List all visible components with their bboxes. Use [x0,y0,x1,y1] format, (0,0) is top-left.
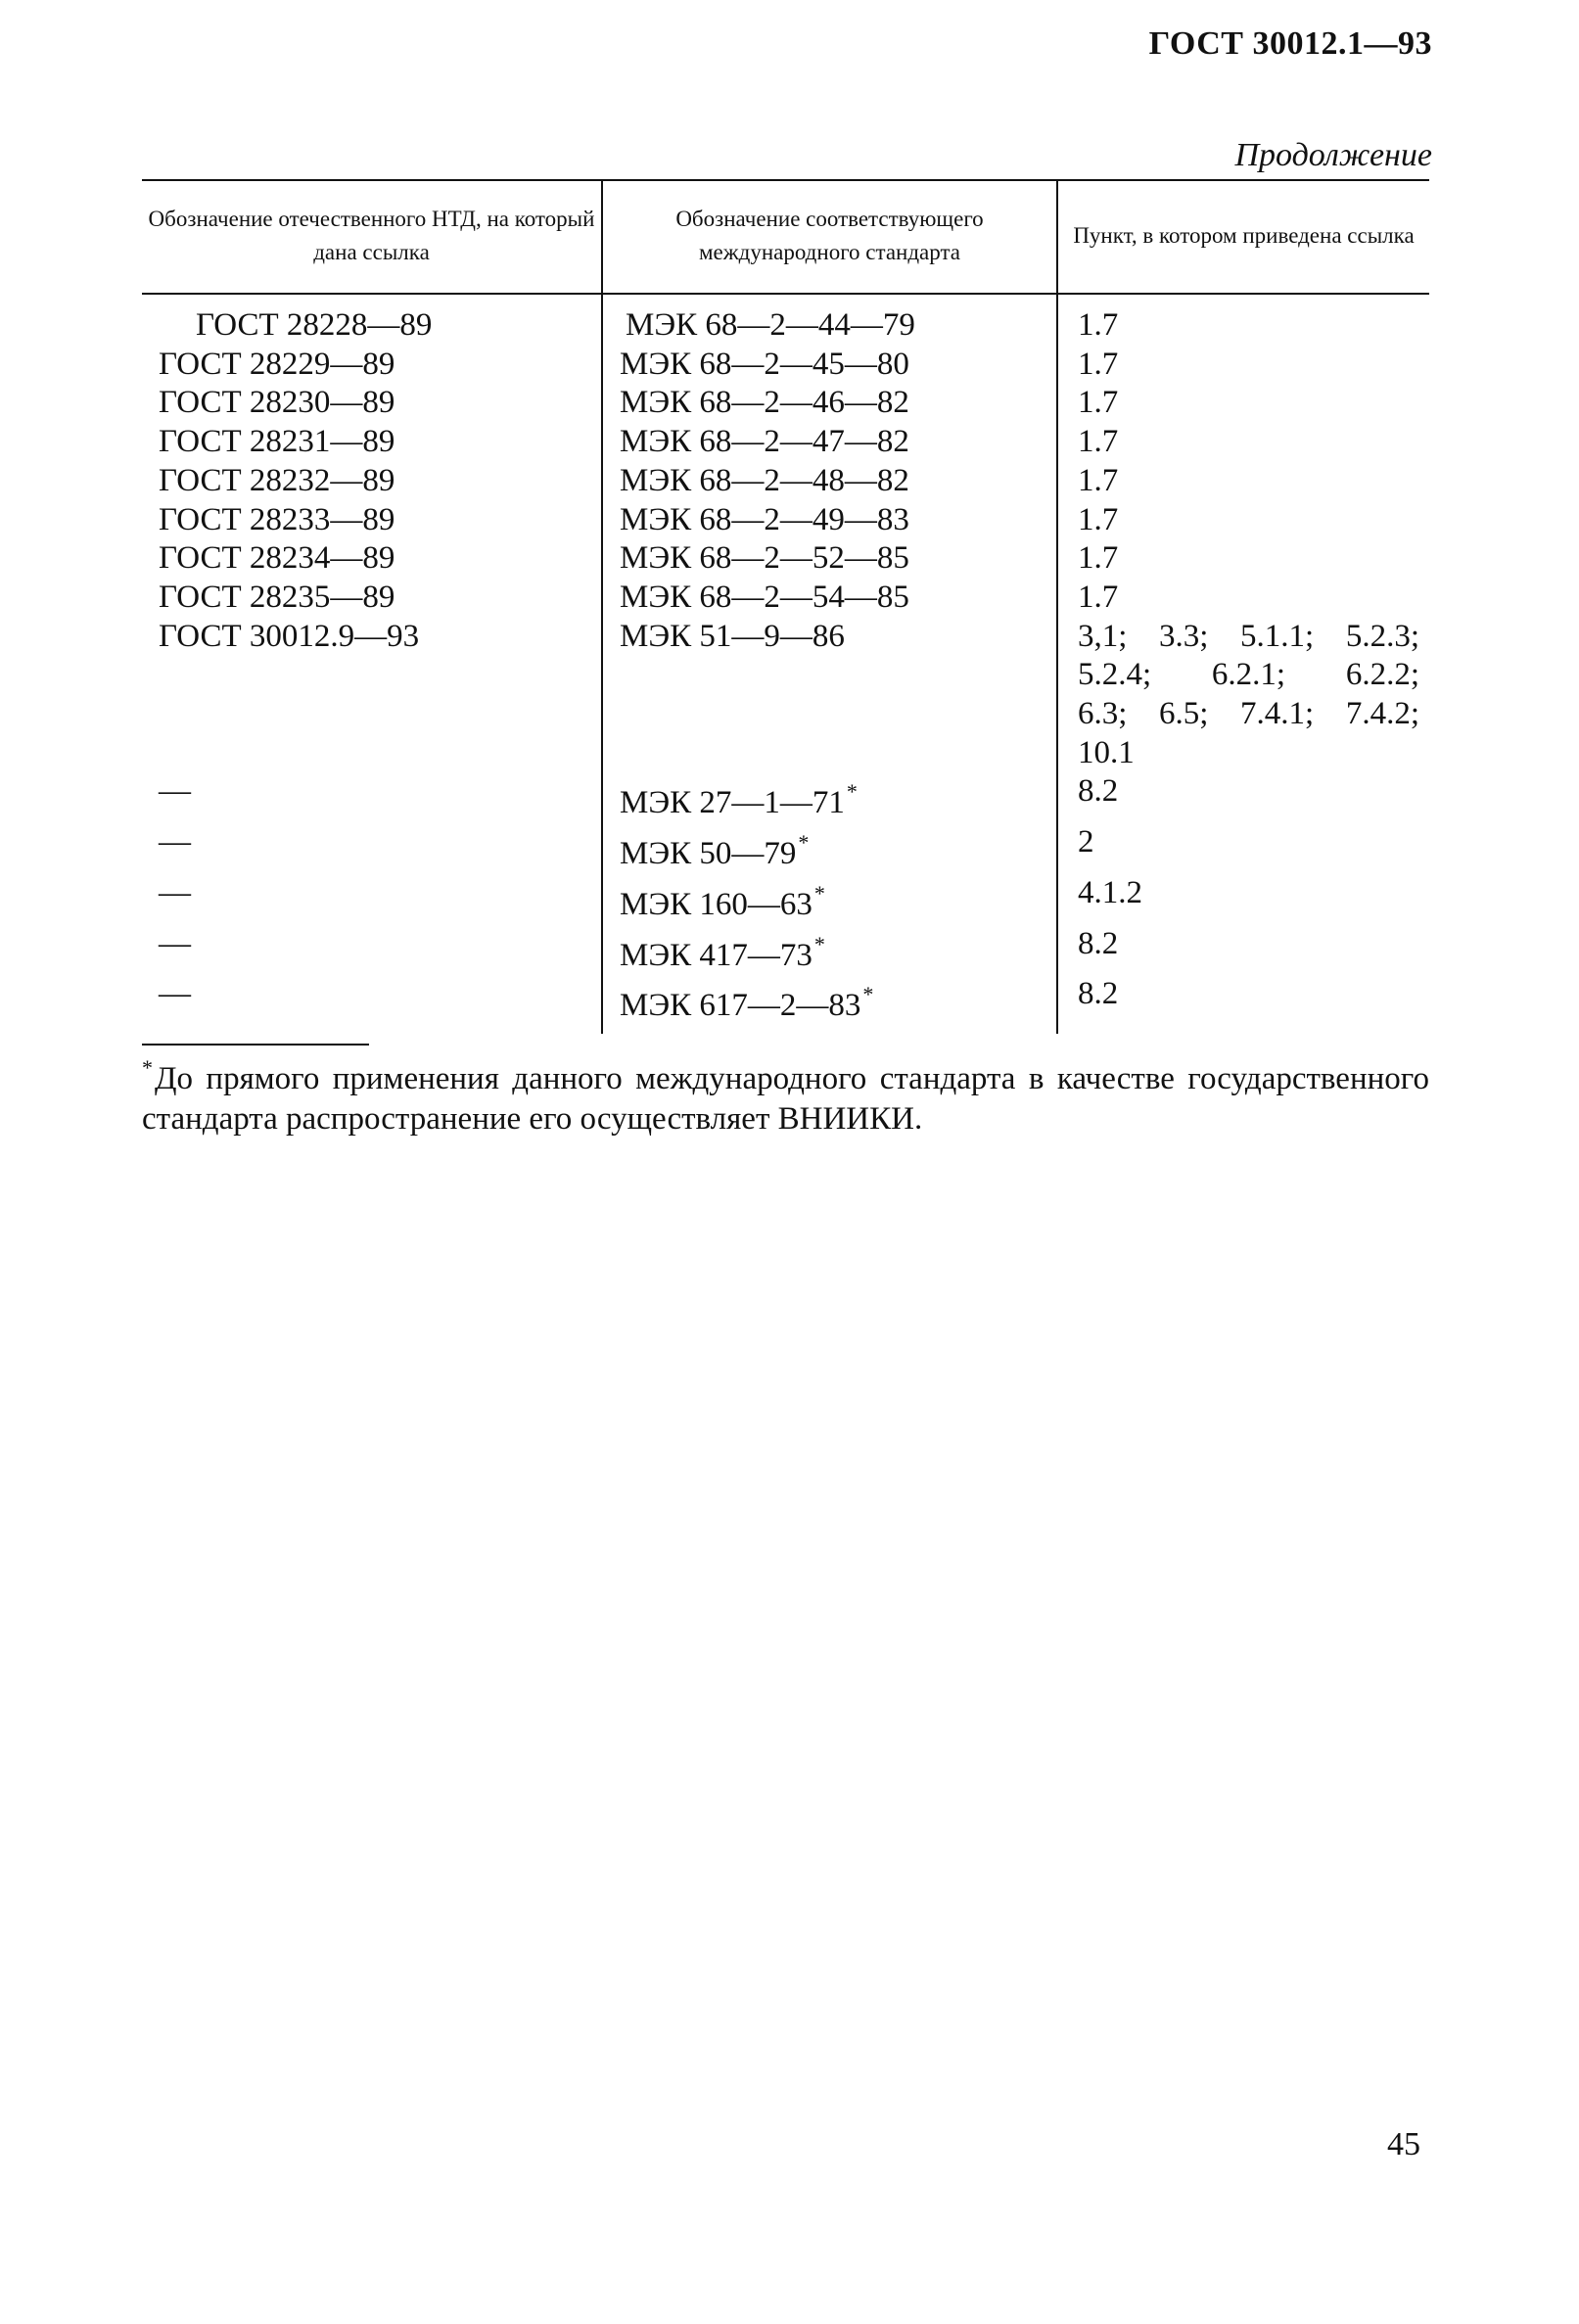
national-designation-cell: ГОСТ 28233—89 [159,501,395,537]
table-header-row [142,180,1429,294]
clause-line: 1.7 [1078,346,1119,382]
clause-cell [1057,975,1429,1034]
international-standard-cell [602,823,1057,874]
table-row [142,294,1429,346]
international-standard-text: МЭК 68—2—52—85 [620,540,909,577]
international-standard-text: МЭК 68—2—48—82 [620,462,909,498]
national-designation-cell: — [159,976,191,1012]
table-row [142,579,1429,618]
footnote-reference-mark: * [862,982,874,1007]
clause-line: 2 [1078,824,1094,860]
column-header-international: Обозначение соответствующего международного стандарта [602,180,1057,294]
table-row [142,462,1429,501]
international-standard-text: МЭК 50—79 [620,836,797,872]
international-standard-cell [602,346,1057,385]
clause-line: 1.7 [1078,501,1119,537]
clause-line: 8.2 [1078,773,1119,810]
clause-cell [1057,925,1429,976]
clause-cell [1057,294,1429,346]
footnote-reference-mark: * [813,880,825,906]
table-row [142,772,1429,823]
international-standard-cell [602,772,1057,823]
international-standard-text: МЭК 68—2—45—80 [620,346,909,382]
national-designation-cell: ГОСТ 28231—89 [159,424,395,460]
clause-line: 3,1; 3.3; 5.1.1; 5.2.3; [1078,618,1419,654]
international-standard-text: МЭК 51—9—86 [620,618,845,654]
international-standard-cell [602,501,1057,540]
column-header-clause: Пункт, в котором приведена ссылка [1057,180,1429,294]
international-standard-text: МЭК 68—2—54—85 [620,579,909,615]
table-row [142,346,1429,385]
national-designation-cell: ГОСТ 28232—89 [159,462,395,498]
international-standard-cell [602,618,1057,773]
continuation-label: Продолжение [1234,137,1432,173]
international-standard-text: МЭК 27—1—71 [620,785,845,821]
column-header-national: Обозначение отечественного НТД, на который дана ссылка [142,180,602,294]
references-table [142,179,1429,1034]
national-designation-cell: ГОСТ 30012.9—93 [159,618,420,654]
clause-cell [1057,384,1429,423]
clause-line: 1.7 [1078,424,1119,460]
clause-cell [1057,772,1429,823]
clause-line: 10.1 [1078,734,1135,770]
clause-cell [1057,501,1429,540]
clause-cell [1057,462,1429,501]
international-standard-cell [602,423,1057,462]
national-designation-cell: ГОСТ 28230—89 [159,385,395,421]
clause-line: 4.1.2 [1078,874,1142,910]
clause-cell [1057,539,1429,579]
international-standard-cell [602,384,1057,423]
table-body [142,294,1429,1034]
footnote [142,1047,1429,1139]
national-designation-cell: — [159,773,191,810]
international-standard-text: МЭК 417—73 [620,937,813,973]
clause-cell [1057,579,1429,618]
international-standard-cell [602,539,1057,579]
clause-line: 8.2 [1078,925,1119,961]
national-designation-cell: ГОСТ 28228—89 [196,307,433,343]
clause-line: 6.3; 6.5; 7.4.1; 7.4.2; [1078,696,1419,732]
table-row [142,874,1429,925]
international-standard-text: МЭК 68—2—47—82 [620,424,909,460]
national-designation-cell: — [159,824,191,860]
footnote-text: До прямого применения данного международного стандарта в качестве государственного стандарта распространение его осуществляет ВНИИКИ. [142,1061,1429,1137]
international-standard-cell [602,294,1057,346]
international-standard-text: МЭК 617—2—83 [620,988,861,1024]
clause-line: 8.2 [1078,976,1119,1012]
footnote-divider [142,1044,369,1046]
footnote-reference-mark: * [798,830,810,856]
clause-line: 1.7 [1078,579,1119,615]
international-standard-cell [602,462,1057,501]
clause-cell [1057,823,1429,874]
national-designation-cell: — [159,925,191,961]
table-row [142,618,1429,773]
table-row [142,823,1429,874]
clause-line: 1.7 [1078,307,1119,343]
document-code: ГОСТ 30012.1—93 [1148,25,1432,62]
international-standard-text: МЭК 68—2—49—83 [620,501,909,537]
clause-cell [1057,346,1429,385]
clause-line: 1.7 [1078,462,1119,498]
international-standard-cell [602,579,1057,618]
page-number: 45 [1387,2126,1420,2162]
footnote-reference-mark: * [813,931,825,956]
international-standard-text: МЭК 68—2—44—79 [626,307,915,343]
international-standard-cell [602,874,1057,925]
clause-line: 1.7 [1078,385,1119,421]
table-row [142,501,1429,540]
clause-cell [1057,618,1429,773]
national-designation-cell: ГОСТ 28234—89 [159,540,395,577]
table-row [142,925,1429,976]
national-designation-cell: ГОСТ 28235—89 [159,579,395,615]
table-row [142,539,1429,579]
national-designation-cell: ГОСТ 28229—89 [159,346,395,382]
table-row [142,423,1429,462]
clause-line: 5.2.4; 6.2.1; 6.2.2; [1078,657,1419,693]
international-standard-text: МЭК 68—2—46—82 [620,385,909,421]
clause-cell [1057,874,1429,925]
international-standard-cell [602,975,1057,1034]
international-standard-text: МЭК 160—63 [620,886,813,922]
national-designation-cell: — [159,874,191,910]
table-row [142,975,1429,1034]
clause-line: 1.7 [1078,540,1119,577]
table-row [142,384,1429,423]
footnote-reference-mark: * [846,779,858,805]
international-standard-cell [602,925,1057,976]
footnote-mark: * [142,1055,153,1080]
clause-cell [1057,423,1429,462]
